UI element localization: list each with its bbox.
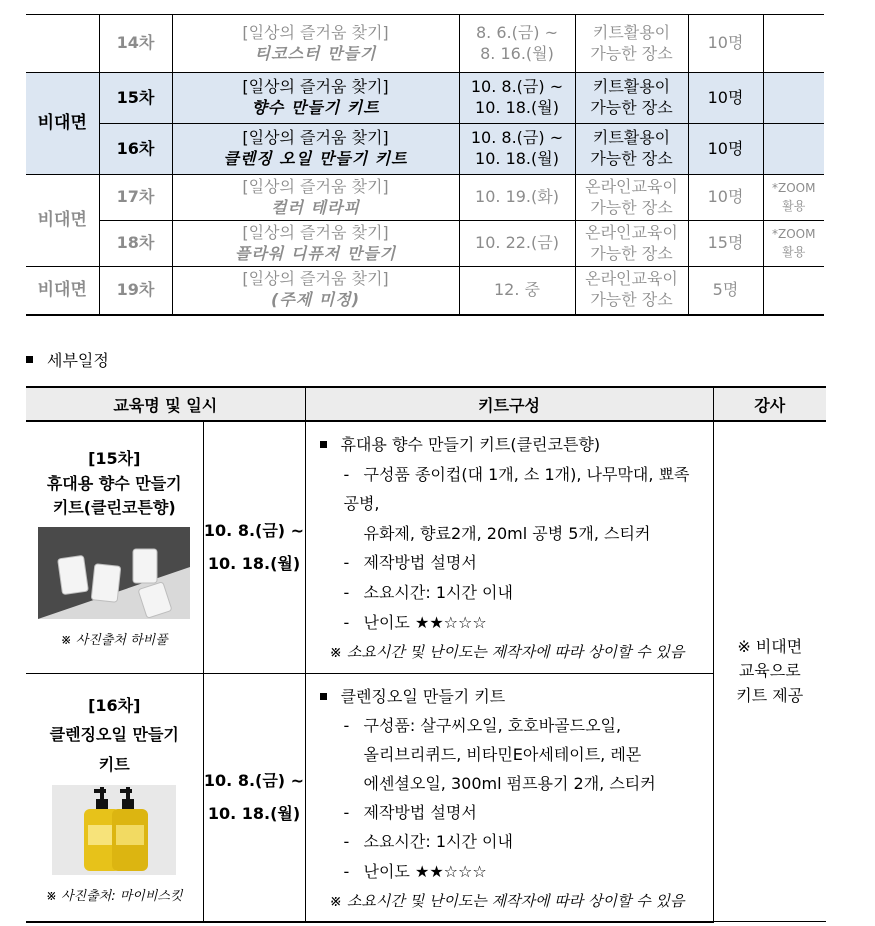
cleansing-oil-image bbox=[52, 785, 176, 875]
cleansing-oil-photo bbox=[52, 785, 176, 875]
program-series: [일상의 즐거움 찾기] bbox=[242, 269, 389, 289]
instructor-line3: 키트 제공 bbox=[736, 686, 804, 706]
section-heading-text: 세부일정 bbox=[47, 351, 109, 370]
kit-date-start: 10. 8.(금) ~ bbox=[203, 770, 305, 790]
note-line2: 활용 bbox=[782, 198, 806, 213]
kit-date-cell bbox=[203, 673, 305, 922]
kit-note: ※ 소요시간 및 난이도는 제작자에 따라 상이할 수 있음 bbox=[329, 643, 685, 662]
instructor-cell bbox=[713, 421, 826, 922]
program-series: [일상의 즐거움 찾기] bbox=[242, 128, 389, 148]
count-cell: 10명 bbox=[688, 175, 763, 221]
kit-item-text: 소요시간: 1시간 이내 bbox=[363, 582, 513, 602]
category-cell: 비대면 bbox=[26, 267, 99, 315]
place-line2: 가능한 장소 bbox=[590, 197, 673, 217]
place-cell bbox=[575, 73, 688, 124]
square-bullet-icon bbox=[320, 693, 327, 700]
date-start: 10. 8.(금) ~ bbox=[470, 128, 564, 148]
round-cell: 17차 bbox=[99, 175, 172, 221]
program-title: (주제 미정) bbox=[270, 290, 361, 310]
kit-item-text: 구성품 종이컵(대 1개, 소 1개), 나무막대, 뾰족공병, bbox=[343, 464, 690, 514]
program-cell bbox=[172, 175, 459, 221]
program-series: [일상의 즐거움 찾기] bbox=[242, 22, 389, 42]
kit-contents-cell bbox=[305, 673, 713, 922]
kit-item-continued bbox=[320, 740, 703, 798]
kit-title bbox=[26, 691, 203, 780]
count-cell: 10명 bbox=[688, 15, 763, 73]
program-title: 티코스터 만들기 bbox=[254, 43, 377, 63]
square-bullet-icon bbox=[26, 356, 33, 363]
category-cell bbox=[26, 15, 99, 73]
note-line2: 활용 bbox=[782, 244, 806, 259]
schedule-row-14 bbox=[26, 15, 824, 73]
date-end: 10. 18.(월) bbox=[475, 98, 559, 117]
count-cell: 15명 bbox=[688, 221, 763, 267]
program-cell bbox=[172, 73, 459, 124]
instructor-line2: 교육으로 bbox=[738, 661, 801, 681]
photo-caption: ※ 사진출처: 마이비스킷 bbox=[45, 889, 183, 905]
kit-item-continued-line: 올리브리퀴드, 비타민E아세테이트, 레몬 bbox=[363, 745, 642, 765]
date-end: 10. 18.(월) bbox=[475, 149, 559, 168]
place-line2: 가능한 장소 bbox=[590, 243, 673, 263]
program-cell bbox=[172, 267, 459, 315]
kit-name-line1: 클렌징오일 만들기 bbox=[49, 725, 179, 745]
kit-contents-title: 클렌징오일 만들기 키트 bbox=[340, 686, 506, 706]
program-cell bbox=[172, 15, 459, 73]
kit-date-end: 10. 18.(월) bbox=[207, 554, 301, 574]
place-cell bbox=[575, 15, 688, 73]
schedule-row-18 bbox=[26, 221, 824, 267]
kit-date-cell bbox=[203, 421, 305, 673]
note-cell bbox=[763, 175, 824, 221]
header-course: 교육명 및 일시 bbox=[26, 387, 305, 421]
date-start: 8. 6.(금) ~ bbox=[475, 22, 559, 42]
place-line1: 온라인교육이 bbox=[585, 222, 678, 242]
kit-name-line2: 키트(클린코튼향) bbox=[52, 498, 176, 518]
count-cell: 10명 bbox=[688, 73, 763, 124]
instructor-line1: ※ 비대면 bbox=[737, 636, 803, 656]
date-cell: 10. 19.(화) bbox=[459, 175, 575, 221]
place-line1: 키트활용이 bbox=[592, 128, 671, 148]
note-cell bbox=[763, 221, 824, 267]
kit-item: - 난이도 ★★☆☆☆ bbox=[343, 861, 487, 881]
category-cell: 비대면 bbox=[26, 73, 99, 175]
kit-item: - 난이도 ★★☆☆☆ bbox=[343, 612, 487, 632]
round-cell: 15차 bbox=[99, 73, 172, 124]
round-cell: 16차 bbox=[99, 124, 172, 175]
schedule-row-19 bbox=[26, 267, 824, 315]
place-line1: 온라인교육이 bbox=[585, 176, 678, 196]
program-series: [일상의 즐거움 찾기] bbox=[242, 176, 389, 196]
header-kit: 키트구성 bbox=[305, 387, 713, 421]
header-instructor: 강사 bbox=[713, 387, 826, 421]
count-cell: 10명 bbox=[688, 124, 763, 175]
note-line1: *ZOOM bbox=[772, 227, 816, 242]
kit-item: - 소요시간: 1시간 이내 bbox=[343, 832, 513, 852]
note-line1: *ZOOM bbox=[772, 181, 816, 196]
note-cell bbox=[763, 73, 824, 124]
kit-item-text: 난이도 ★★☆☆☆ bbox=[363, 861, 487, 881]
kit-title-cell bbox=[26, 421, 203, 673]
place-line1: 키트활용이 bbox=[592, 22, 671, 42]
kit-item-text: 제작방법 설명서 bbox=[363, 803, 477, 823]
kit-name-line2: 키트 bbox=[98, 754, 130, 774]
kit-item: - 소요시간: 1시간 이내 bbox=[343, 582, 513, 602]
kit-contents-title: 휴대용 향수 만들기 키트(클린코튼향) bbox=[340, 435, 601, 454]
kit-item: - 제작방법 설명서 bbox=[343, 553, 477, 573]
date-start: 10. 8.(금) ~ bbox=[470, 77, 564, 97]
kit-title bbox=[26, 447, 203, 521]
date-cell: 10. 22.(금) bbox=[459, 221, 575, 267]
place-cell bbox=[575, 221, 688, 267]
program-cell bbox=[172, 221, 459, 267]
program-title: 클렌징 오일 만들기 키트 bbox=[223, 149, 408, 168]
place-line2: 가능한 장소 bbox=[590, 98, 673, 117]
kit-contents-head bbox=[320, 682, 703, 711]
place-line2: 가능한 장소 bbox=[590, 43, 673, 63]
date-cell bbox=[459, 73, 575, 124]
kit-row-15 bbox=[26, 421, 826, 673]
kit-item-continued-line: 에센셜오일, 300ml 펌프용기 2개, 스티커 bbox=[363, 774, 656, 794]
place-line1: 온라인교육이 bbox=[585, 269, 678, 289]
kit-date-start: 10. 8.(금) ~ bbox=[203, 520, 305, 540]
square-bullet-icon bbox=[320, 441, 327, 448]
section-heading bbox=[26, 348, 109, 371]
schedule-row-15 bbox=[26, 73, 824, 124]
photo-caption: ※ 사진출처 하비풀 bbox=[60, 633, 168, 649]
kit-name-line1: 휴대용 향수 만들기 bbox=[46, 473, 182, 493]
kit-item: - 구성품 종이컵(대 1개, 소 1개), 나무막대, 뾰족공병, bbox=[343, 464, 690, 514]
place-cell bbox=[575, 267, 688, 315]
perfume-kit-photo bbox=[38, 527, 190, 619]
program-title: 플라워 디퓨저 만들기 bbox=[234, 243, 397, 263]
kit-contents-head bbox=[320, 430, 703, 460]
place-cell bbox=[575, 175, 688, 221]
note-cell bbox=[763, 15, 824, 73]
kit-date-end: 10. 18.(월) bbox=[207, 804, 301, 824]
kit-note: ※ 소요시간 및 난이도는 제작자에 따라 상이할 수 있음 bbox=[329, 891, 685, 910]
program-title: 향수 만들기 키트 bbox=[251, 98, 380, 117]
round-cell: 19차 bbox=[99, 267, 172, 315]
program-series: [일상의 즐거움 찾기] bbox=[242, 222, 389, 242]
date-cell bbox=[459, 15, 575, 73]
program-title: 컬러 테라피 bbox=[271, 197, 360, 217]
kit-round: [15차] bbox=[88, 448, 141, 468]
date-cell: 12. 중 bbox=[459, 267, 575, 315]
place-cell bbox=[575, 124, 688, 175]
kit-item: - 제작방법 설명서 bbox=[343, 803, 477, 823]
program-series: [일상의 즐거움 찾기] bbox=[242, 77, 389, 97]
place-line2: 가능한 장소 bbox=[590, 290, 673, 310]
detail-table bbox=[26, 386, 826, 923]
kit-row-16 bbox=[26, 673, 826, 922]
round-cell: 14차 bbox=[99, 15, 172, 73]
kit-item-continued: 유화제, 향료2개, 20ml 공병 5개, 스티커 bbox=[363, 523, 651, 543]
date-end: 8. 16.(월) bbox=[480, 43, 554, 63]
kit-round: [16차] bbox=[88, 695, 141, 715]
schedule-table bbox=[26, 14, 824, 316]
kit-item-text: 난이도 ★★☆☆☆ bbox=[363, 612, 487, 632]
kit-item: - 구성품: 살구씨오일, 호호바골드오일, bbox=[343, 716, 622, 736]
perfume-kit-image bbox=[38, 527, 190, 619]
program-cell bbox=[172, 124, 459, 175]
place-line2: 가능한 장소 bbox=[590, 149, 673, 168]
kit-item-text: 소요시간: 1시간 이내 bbox=[363, 832, 513, 852]
kit-contents-cell bbox=[305, 421, 713, 673]
place-line1: 키트활용이 bbox=[592, 77, 671, 97]
schedule-row-16 bbox=[26, 124, 824, 175]
kit-item-text: 제작방법 설명서 bbox=[363, 553, 477, 573]
kit-title-cell bbox=[26, 673, 203, 922]
note-cell bbox=[763, 124, 824, 175]
date-cell bbox=[459, 124, 575, 175]
count-cell: 5명 bbox=[688, 267, 763, 315]
category-cell: 비대면 bbox=[26, 175, 99, 267]
schedule-row-17 bbox=[26, 175, 824, 221]
note-cell bbox=[763, 267, 824, 315]
kit-item-text: 구성품: 살구씨오일, 호호바골드오일, bbox=[363, 716, 622, 736]
round-cell: 18차 bbox=[99, 221, 172, 267]
